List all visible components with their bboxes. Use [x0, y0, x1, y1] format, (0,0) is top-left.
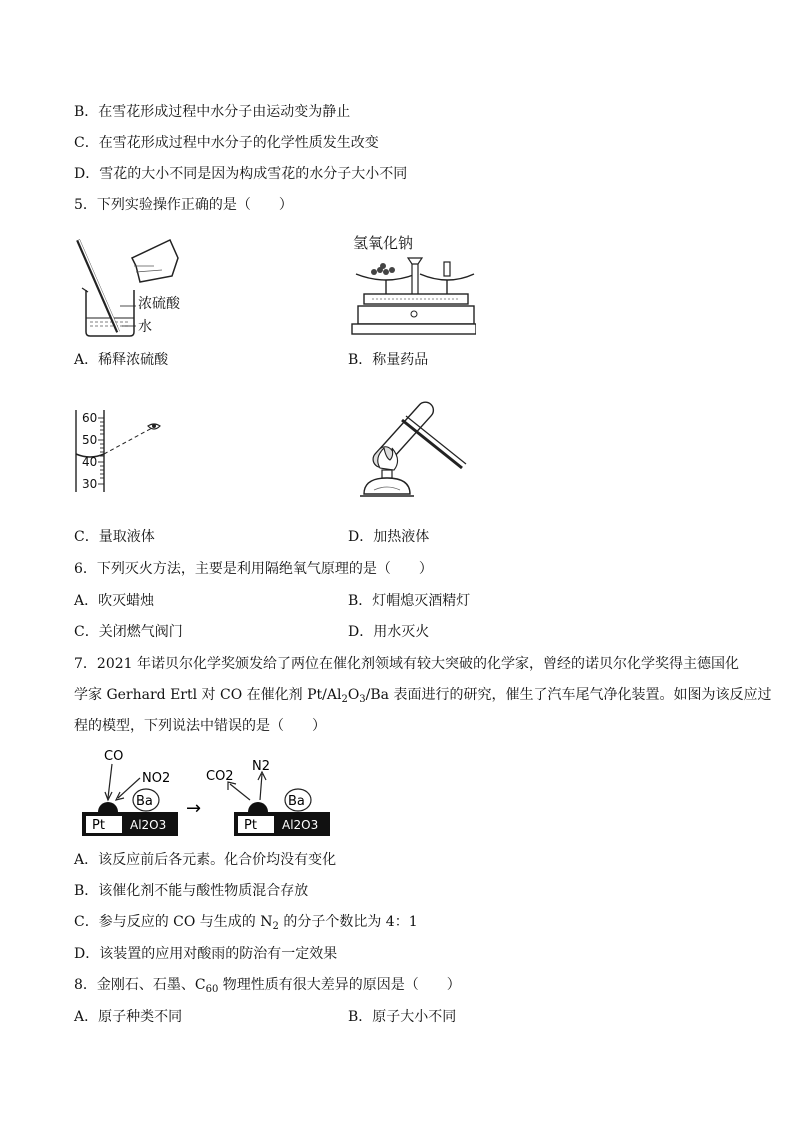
q7-option-c-sub: 2 — [272, 921, 279, 932]
cylinder-tick-30: 30 — [82, 477, 98, 491]
q6-option-b: B．灯帽熄灭酒精灯 — [348, 593, 471, 609]
cylinder-tick-50: 50 — [82, 433, 98, 447]
label-co: CO — [104, 749, 124, 764]
q6-option-d: D．用水灭火 — [348, 624, 430, 640]
q8-stem — [74, 975, 461, 1000]
q8-option-b: B．原子大小不同 — [348, 1009, 457, 1025]
q7-line2-part-a: 学家 Gerhard Ertl 对 CO 在催化剂 Pt/Al — [74, 687, 342, 703]
label-n2: N2 — [252, 759, 270, 774]
q8-stem-sub: 60 — [205, 984, 219, 995]
label-ba-left: Ba — [136, 794, 153, 809]
q7-line2-part-c: /Ba 表面进行的研究，催生了汽车尾气净化装置。如图为该反应过 — [365, 687, 772, 703]
q8-option-a: A．原子种类不同 — [74, 1009, 183, 1025]
figure-a-label-acid: 浓硫酸 — [138, 296, 180, 312]
q4-option-b: B．在雪花形成过程中水分子由运动变为静止 — [74, 104, 351, 120]
q7-option-d: D．该装置的应用对酸雨的防治有一定效果 — [74, 946, 338, 962]
q8-stem-part-a: 8．金刚石、石墨、C — [74, 977, 206, 993]
q7-option-b: B．该催化剂不能与酸性物质混合存放 — [74, 883, 309, 899]
figure-catalyst-model — [78, 746, 338, 840]
q7-option-c-part-b: 的分子个数比为 4：1 — [278, 914, 418, 930]
q7-stem-line2 — [74, 685, 771, 710]
q7-line2-sub-2: 3 — [359, 694, 366, 705]
q7-stem-line1: 7．2021 年诺贝尔化学奖颁发给了两位在催化剂领域有较大突破的化学家，曾经的诺贝尔化学奖得主德国化 — [74, 656, 739, 672]
q4-option-c: C．在雪花形成过程中水分子的化学性质发生改变 — [74, 135, 379, 151]
label-pt-left: Pt — [92, 818, 105, 833]
label-co2: CO2 — [206, 769, 234, 784]
figure-heating-liquid — [350, 398, 470, 506]
q5-option-d: D．加热液体 — [348, 529, 430, 545]
cylinder-tick-60: 60 — [82, 411, 98, 425]
q5-option-b: B．称量药品 — [348, 352, 429, 368]
q8-stem-part-b: 物理性质有很大差异的原因是（ ） — [218, 977, 461, 993]
figure-balance — [350, 252, 476, 338]
q7-option-c — [74, 912, 418, 937]
q5-stem: 5．下列实验操作正确的是（ ） — [74, 197, 293, 213]
q7-line2-sub-1: 2 — [341, 694, 348, 705]
q6-option-a: A．吹灭蜡烛 — [74, 593, 155, 609]
q7-stem-line3: 程的模型，下列说法中错误的是（ ） — [74, 718, 326, 734]
label-al2o3-right: Al2O3 — [282, 818, 319, 832]
cylinder-tick-40: 40 — [82, 455, 98, 469]
q6-stem: 6．下列灭火方法，主要是利用隔绝氧气原理的是（ ） — [74, 561, 433, 577]
label-ba-right: Ba — [288, 794, 305, 809]
q7-line2-part-b: O — [347, 687, 360, 703]
figure-b-label-naoh: 氢氧化钠 — [353, 234, 414, 252]
q5-option-c: C．量取液体 — [74, 529, 155, 545]
figure-a-label-water: 水 — [138, 319, 152, 335]
label-pt-right: Pt — [244, 818, 257, 833]
figure-dilute-acid — [74, 236, 194, 340]
label-no2: NO2 — [142, 771, 171, 786]
reaction-arrow: → — [186, 798, 202, 819]
q7-option-a: A．该反应前后各元素。化合价均没有变化 — [74, 852, 337, 868]
q5-option-a: A．稀释浓硫酸 — [74, 352, 169, 368]
cylinder-tick-labels — [82, 412, 97, 500]
q6-option-c: C．关闭燃气阀门 — [74, 624, 183, 640]
q4-option-d: D．雪花的大小不同是因为构成雪花的水分子大小不同 — [74, 166, 408, 182]
label-al2o3-left: Al2O3 — [130, 818, 167, 832]
q7-option-c-part-a: C．参与反应的 CO 与生成的 N — [74, 914, 273, 930]
